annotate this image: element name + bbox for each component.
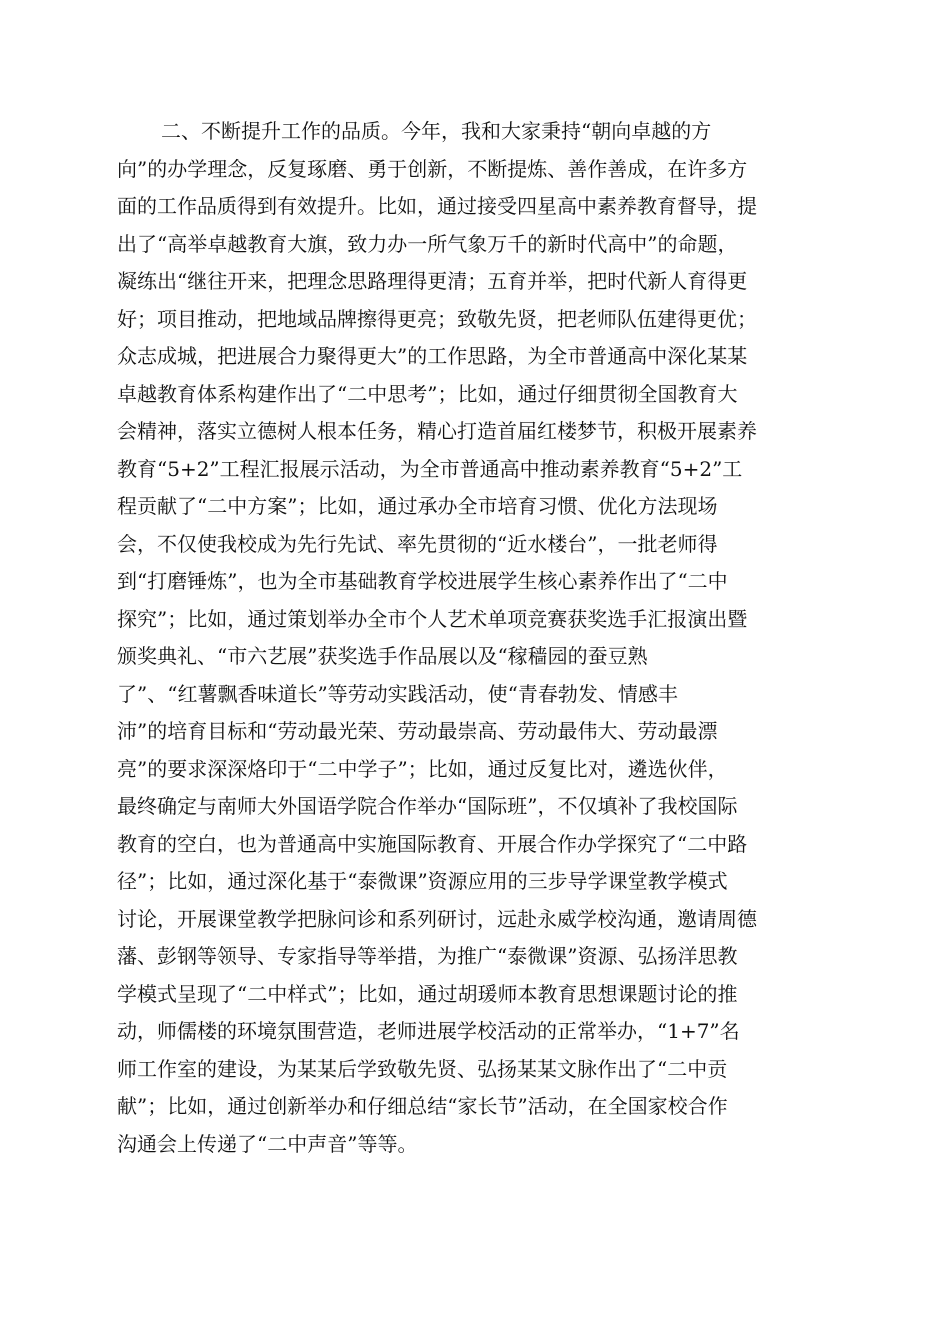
paragraph-line: 好；项目推动，把地域品牌擦得更亮；致敬先贤，把老师队伍建得更优；	[117, 306, 757, 331]
paragraph-line: 沛”的培育目标和“劳动最光荣、劳动最崇高、劳动最伟大、劳动最漂	[117, 719, 718, 743]
paragraph-line: 了”、“红薯飘香味道长”等劳动实践活动，使“青春勃发、情感丰	[117, 681, 678, 706]
paragraph-line: 会精神，落实立德树人根本任务，精心打造首届红楼梦节，积极开展素养	[117, 419, 757, 443]
paragraph-line: 众志成城，把进展合力聚得更大”的工作思路，为全市普通高中深化某某	[117, 344, 748, 368]
paragraph-line: 讨论，开展课堂教学把脉问诊和系列研讨，远赴永威学校沟通，邀请周德	[117, 906, 757, 931]
paragraph-line: 教育“5+2”工程汇报展示活动，为全市普通高中推动素养教育“5+2”工	[117, 456, 743, 481]
paragraph-line: 动，师儒楼的环境氛围营造，老师进展学校活动的正常举办，“1+7”名	[117, 1019, 740, 1043]
paragraph-line: 颁奖典礼、“市六艺展”获奖选手作品展以及“稼穑园的蚕豆熟	[117, 644, 648, 668]
paragraph-line: 最终确定与南师大外国语学院合作举办“国际班”，不仅填补了我校国际	[117, 794, 738, 818]
paragraph-line: 到“打磨锤炼”，也为全市基础教育学校进展学生核心素养作出了“二中	[117, 569, 728, 593]
paragraph-line: 向”的办学理念，反复琢磨、勇于创新，不断提炼、善作善成，在许多方	[117, 156, 748, 181]
paragraph-line: 亮”的要求深深烙印于“二中学子”；比如，通过反复比对，遴选伙伴，	[117, 756, 728, 781]
paragraph-line: 程贡献了“二中方案”；比如，通过承办全市培育习惯、优化方法现场	[117, 494, 718, 518]
paragraph-line: 探究”；比如，通过策划举办全市个人艺术单项竞赛获奖选手汇报演出暨	[117, 606, 748, 631]
paragraph-line: 卓越教育体系构建作出了“二中思考”；比如，通过仔细贯彻全国教育大	[117, 381, 738, 406]
paragraph-line: 藩、彭钢等领导、专家指导等举措，为推广“泰微课”资源、弘扬洋思教	[117, 944, 738, 968]
paragraph-line: 面的工作品质得到有效提升。比如，通过接受四星高中素养教育督导，提	[117, 194, 757, 218]
paragraph-line: 献”；比如，通过创新举办和仔细总结“家长节”活动，在全国家校合作	[117, 1094, 728, 1118]
body-paragraph	[117, 113, 833, 1163]
paragraph-line: 二、不断提升工作的品质。今年，我和大家秉持“朝向卓越的方	[161, 119, 712, 143]
paragraph-line: 出了“高举卓越教育大旗，致力办一所气象万千的新时代高中”的命题，	[117, 231, 738, 256]
paragraph-line: 径”；比如，通过深化基于“泰微课”资源应用的三步导学课堂教学模式	[117, 869, 728, 893]
paragraph-line: 学模式呈现了“二中样式”；比如，通过胡瑗师本教育思想课题讨论的推	[117, 981, 738, 1006]
paragraph-line: 教育的空白，也为普通高中实施国际教育、开展合作办学探究了“二中路	[117, 831, 748, 856]
paragraph-line: 凝练出“继往开来，把理念思路理得更清；五育并举，把时代新人育得更	[117, 269, 748, 293]
paragraph-line: 师工作室的建设，为某某后学致敬先贤、弘扬某某文脉作出了“二中贡	[117, 1056, 728, 1081]
paragraph-line: 会，不仅使我校成为先行先试、率先贯彻的“近水楼台”，一批老师得	[117, 531, 718, 556]
paragraph-line: 沟通会上传递了“二中声音”等等。	[117, 1131, 418, 1156]
